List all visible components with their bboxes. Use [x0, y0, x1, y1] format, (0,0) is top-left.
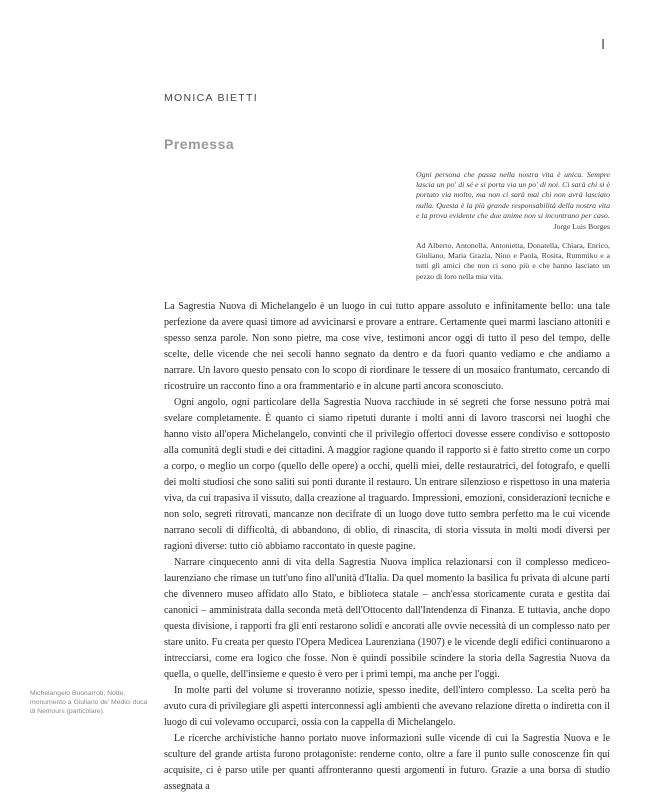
dedication: Ad Alberto, Antonella, Antonietta, Donatella, Chiara, Enrico, Giuliano, Maria Grazia, Nino e Paola, Rosita, Rummiko e a tutti gli amici che non ci sono più e che hanno lasciato un pezzo di loro nella mia vita. — [416, 241, 610, 281]
epigraph-author: Jorge Luis Borges — [553, 222, 610, 232]
body-text — [164, 299, 610, 795]
author-name: MONICA BIETTI — [164, 92, 258, 104]
epigraph — [416, 170, 610, 232]
paragraph: La Sagrestia Nuova di Michelangelo è un luogo in cui tutto appare assoluto e infinitamente bello: una tale perfezione da avere quasi timore ad avvicinarsi e provare a entrare. Certamente quei marmi lasciano attoniti e spesso senza parole. Non sono pietre, ma cose vive, testimoni ancor oggi di tutto il peso del tempo, delle scelte, delle vicende che nei secoli hanno segnato da dentro e da fuori quanto vediamo e che andiamo a narrare. Un lavoro questo pensato con lo scopo di riordinare le tessere di un mosaico frantumato, cercando di ricostruire un racconto fino a ora frammentario e in alcune parti ancora sconosciuto. — [164, 301, 610, 392]
paragraph: Ogni angolo, ogni particolare della Sagrestia Nuova racchiude in sé segreti che forse nessuno potrà mai svelare completamente. È quanto ci siamo ripetuti durante i molti anni di lavoro trascorsi nei luoghi che hanno visto all'opera Michelangelo, convinti che il privilegio offertoci dovesse essere condiviso e sottoposto alla comunità degli studi e dei cittadini. A maggior ragione quando il rapporto si è fatto stretto come un corpo a corpo, o meglio un corpo (quello delle opere) a occhi, quelli miei, delle restauratrici, del fotografo, e quelli dei molti studiosi che sono saliti sui ponti durante il restauro. Un entrare silenzioso e rispettoso in una materia viva, da cui trapasiva il vissuto, dalla creazione al traguardo. Impressioni, emozioni, considerazioni tecniche e non solo, segreti ritrovati, mancanze non decifrate di un luogo dove tutto sembra perfetto ma le cui vicende narrano secoli di difficoltà, di abbandono, di oblio, di rinascita, di storia vissuta in molti modi diversi per ragioni diverse: tutto ciò abbiamo raccontato in queste pagine. — [164, 397, 610, 552]
paragraph: Le ricerche archivistiche hanno portato nuove informazioni sulle vicende di cui la Sagrestia Nuova e le sculture del grande artista furono protagoniste: renderne conto, oltre a fare il punto sulle conoscenze fin qui acquisite, ci è parso utile per quanti affronteranno questi argomenti in futuro. Grazie a una borsa di studio assegnata a — [164, 733, 610, 792]
paragraph: In molte parti del volume si troveranno notizie, spesso inedite, dell'intero complesso. La scelta però ha avuto cura di privilegiare gli aspetti interconnessi agli ambienti che avevano relazione diretta o indiretta con il luogo di cui volevamo occuparci, ossia con la cappella di Michelangelo. — [164, 685, 610, 728]
image-caption: Michelangelo Buonarroti, Notte, monumento a Giuliano de' Medici duca di Nemours (particolare). — [30, 690, 148, 715]
paragraph: Narrare cinquecento anni di vita della Sagrestia Nuova implica relazionarsi con il complesso mediceo-laurenziano che rimase un tutt'uno fino all'unità d'Italia. Da quel momento la basilica fu privata di alcune parti che divennero museo affidato allo Stato, e biblioteca statale – anch'essa storicamente curata e gestita dai canonici – amministrata dalla seconda metà dell'Ottocento dall'Intendenza di Finanza. E tuttavia, anche dopo questa divisione, i rapporti fra gli enti restarono solidi e ancorati alle ovvie necessità di un complesso nato per stare unito. Fu creata per questo l'Opera Medicea Laurenziana (1907) e le vicende degli edifici continuarono a intrecciarsi, come era logico che fosse. Non è quindi possibile scindere la storia della Sagrestia Nuova da quella, o quelle, dell'insieme e questo è vero per i primi tempi, ma anche per l'oggi. — [164, 557, 610, 680]
epigraph-quote: Ogni persona che passa nella nostra vita è unica. Sempre lascia un po' di sé e si porta via un po' di noi. Ci sarà chi si è portato via molto, ma non ci sarà mai chi non avrà lasciato nulla. Questa è la più grande responsabilità della nostra vita e la prova evidente che due anime non si incontrano per caso. — [416, 170, 610, 220]
page-number: I — [601, 36, 606, 53]
chapter-title: Premessa — [164, 136, 235, 152]
